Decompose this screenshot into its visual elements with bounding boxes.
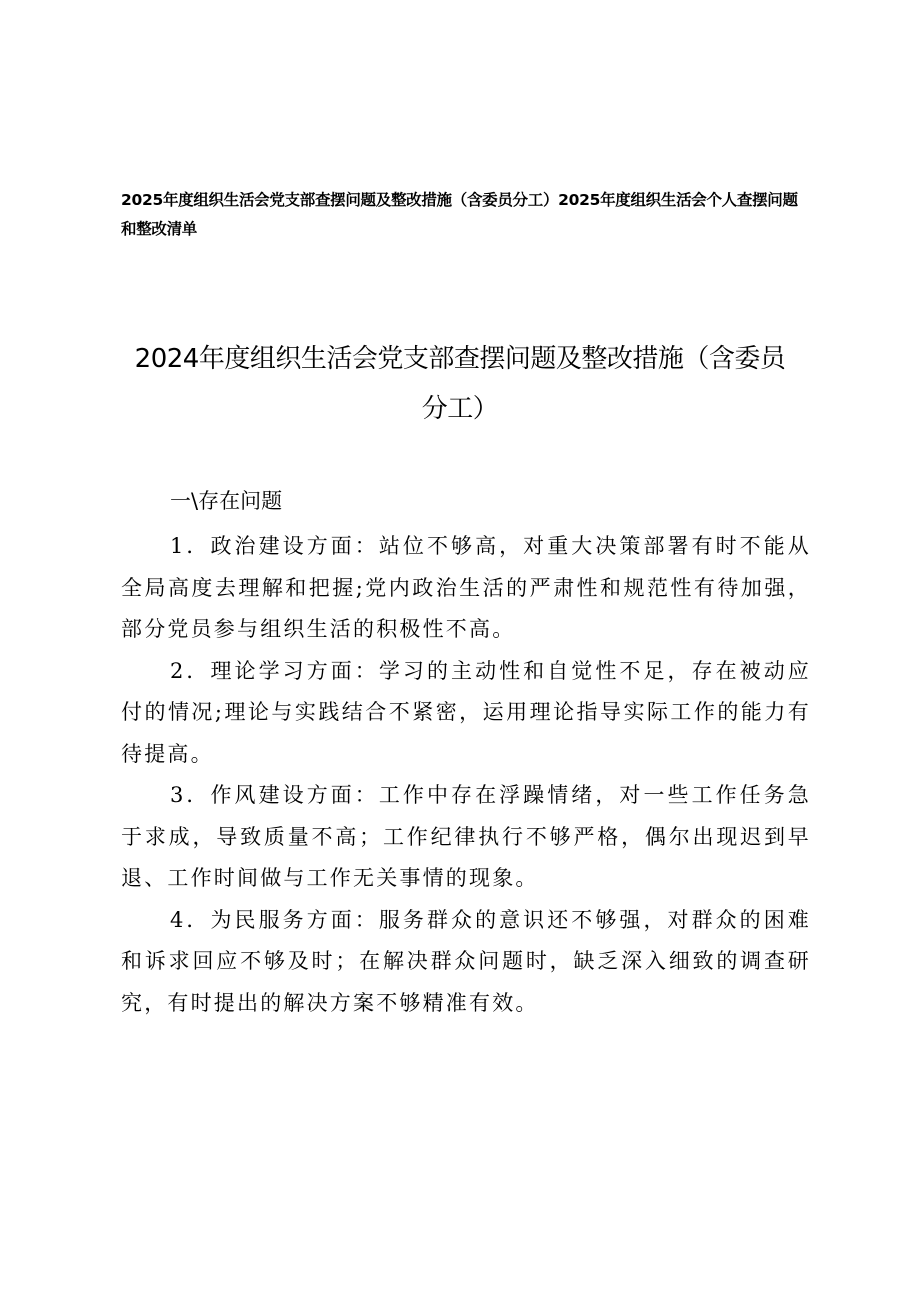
problem-item-style: 3．作风建设方面：工作中存在浮躁情绪，对一些工作任务急于求成，导致质量不高；工作纪律执行不够严格，偶尔出现迟到早退、工作时间做与工作无关事情的现象。: [121, 783, 811, 890]
problem-item-theory: 2．理论学习方面：学习的主动性和自觉性不足，存在被动应付的情况;理论与实践结合不紧密，运用理论指导实际工作的能力有待提高。: [121, 658, 811, 766]
problem-item-political: 1．政治建设方面：站位不够高，对重大决策部署有时不能从全局高度去理解和把握;党内政治生活的严肃性和规范性有待加强，部分党员参与组织生活的积极性不高。: [121, 534, 811, 641]
problem-item-service: 4．为民服务方面：服务群众的意识还不够强，对群众的困难和诉求回应不够及时；在解决群众问题时，缺乏深入细致的调查研究，有时提出的解决方案不够精准有效。: [121, 907, 811, 1015]
document-title: 2024年度组织生活会党支部查摆问题及整改措施（含委员分工）: [134, 344, 786, 424]
problem-list: [121, 526, 811, 1024]
section-heading: 一\存在问题: [170, 489, 283, 513]
document-header: 2025年度组织生活会党支部查摆问题及整改措施（含委员分工）2025年度组织生活会个人查摆问题和整改清单: [121, 191, 798, 238]
